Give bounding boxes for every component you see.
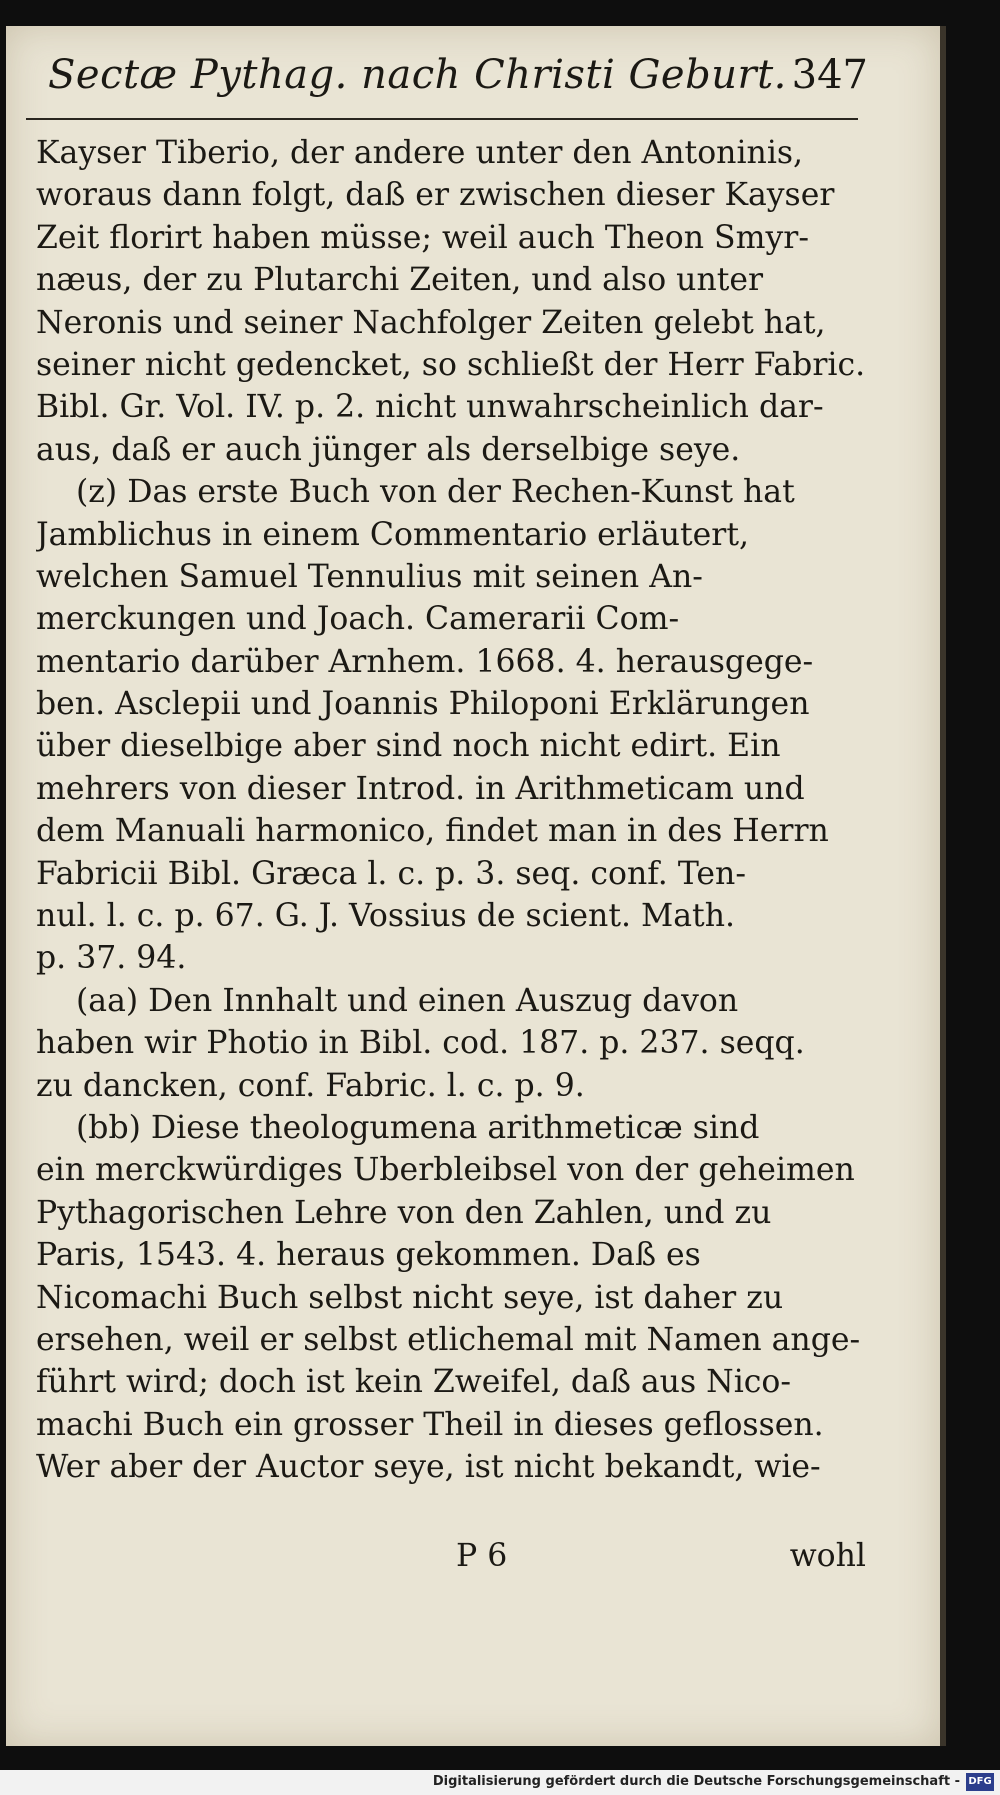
text-line: über dieselbige aber sind noch nicht edirt. Ein (36, 728, 781, 765)
text-line: führt wird; doch ist kein Zweifel, daß aus Nico- (36, 1364, 792, 1401)
credit-text: Digitalisierung gefördert durch die Deutsche Forschungsgemeinschaft - (432, 1774, 960, 1789)
text-line: aus, daß er auch jünger als derselbige seye. (36, 431, 741, 468)
text-line: p. 37. 94. (36, 940, 187, 977)
running-head: Sectæ Pythag. nach Christi Geburt. (48, 52, 787, 98)
text-line: Neronis und seiner Nachfolger Zeiten gelebt hat, (36, 304, 826, 341)
body-text (36, 132, 866, 1489)
text-line: haben wir Photio in Bibl. cod. 187. p. 237. seqq. (36, 1025, 805, 1062)
footnote-bb-start: (bb) Diese theologumena arithmeticæ sind (76, 1109, 760, 1146)
page-header (48, 48, 868, 108)
digitization-credit-bar (0, 1770, 1000, 1795)
footnote-aa-start: (aa) Den Innhalt und einen Auszug davon (76, 982, 739, 1019)
text-line: Jamblichus in einem Commentario erläutert, (36, 516, 750, 553)
signature-mark: P 6 (456, 1538, 508, 1574)
text-line: seiner nicht gedencket, so schließt der Herr Fabric. (36, 346, 866, 383)
text-line: Bibl. Gr. Vol. IV. p. 2. nicht unwahrscheinlich dar- (36, 389, 824, 426)
text-line: welchen Samuel Tennulius mit seinen An- (36, 558, 703, 595)
text-line: Pythagorischen Lehre von den Zahlen, und zu (36, 1194, 772, 1231)
text-line: mehrers von dieser Introd. in Arithmeticam und (36, 770, 805, 807)
text-line: nul. l. c. p. 67. G. J. Vossius de scient. Math. (36, 898, 736, 935)
dfg-logo: DFG (966, 1773, 994, 1791)
text-line: Fabricii Bibl. Græca l. c. p. 3. seq. conf. Ten- (36, 855, 746, 892)
text-line: Kayser Tiberio, der andere unter den Antoninis, (36, 135, 804, 171)
text-line: næus, der zu Plutarchi Zeiten, und also unter (36, 262, 764, 299)
catchword: wohl (789, 1538, 866, 1574)
text-line: Nicomachi Buch selbst nicht seye, ist daher zu (36, 1279, 784, 1316)
text-line: woraus dann folgt, daß er zwischen dieser Kayser (36, 177, 835, 214)
text-line: Paris, 1543. 4. heraus gekommen. Daß es (36, 1237, 701, 1274)
text-line: zu dancken, conf. Fabric. l. c. p. 9. (36, 1067, 585, 1104)
text-line: ersehen, weil er selbst etlichemal mit Namen ange- (36, 1321, 861, 1358)
page-footer (36, 1538, 866, 1582)
text-line: ein merckwürdiges Uberbleibsel von der geheimen (36, 1152, 855, 1189)
page-number: 347 (791, 52, 868, 98)
footnote-z-start: (z) Das erste Buch von der Rechen-Kunst hat (76, 474, 795, 511)
text-line: merckungen und Joach. Camerarii Com- (36, 601, 680, 638)
text-line: dem Manuali harmonico, findet man in des Herrn (36, 813, 829, 850)
page-edge (940, 26, 946, 1746)
header-rule (26, 118, 858, 120)
text-line: Zeit florirt haben müsse; weil auch Theon Smyr- (36, 219, 809, 256)
text-line: mentario darüber Arnhem. 1668. 4. herausgege- (36, 643, 814, 680)
text-line: machi Buch ein grosser Theil in dieses geflossen. (36, 1406, 824, 1443)
text-line: Wer aber der Auctor seye, ist nicht bekandt, wie- (36, 1449, 821, 1486)
text-line: ben. Asclepii und Joannis Philoponi Erklärungen (36, 686, 810, 723)
